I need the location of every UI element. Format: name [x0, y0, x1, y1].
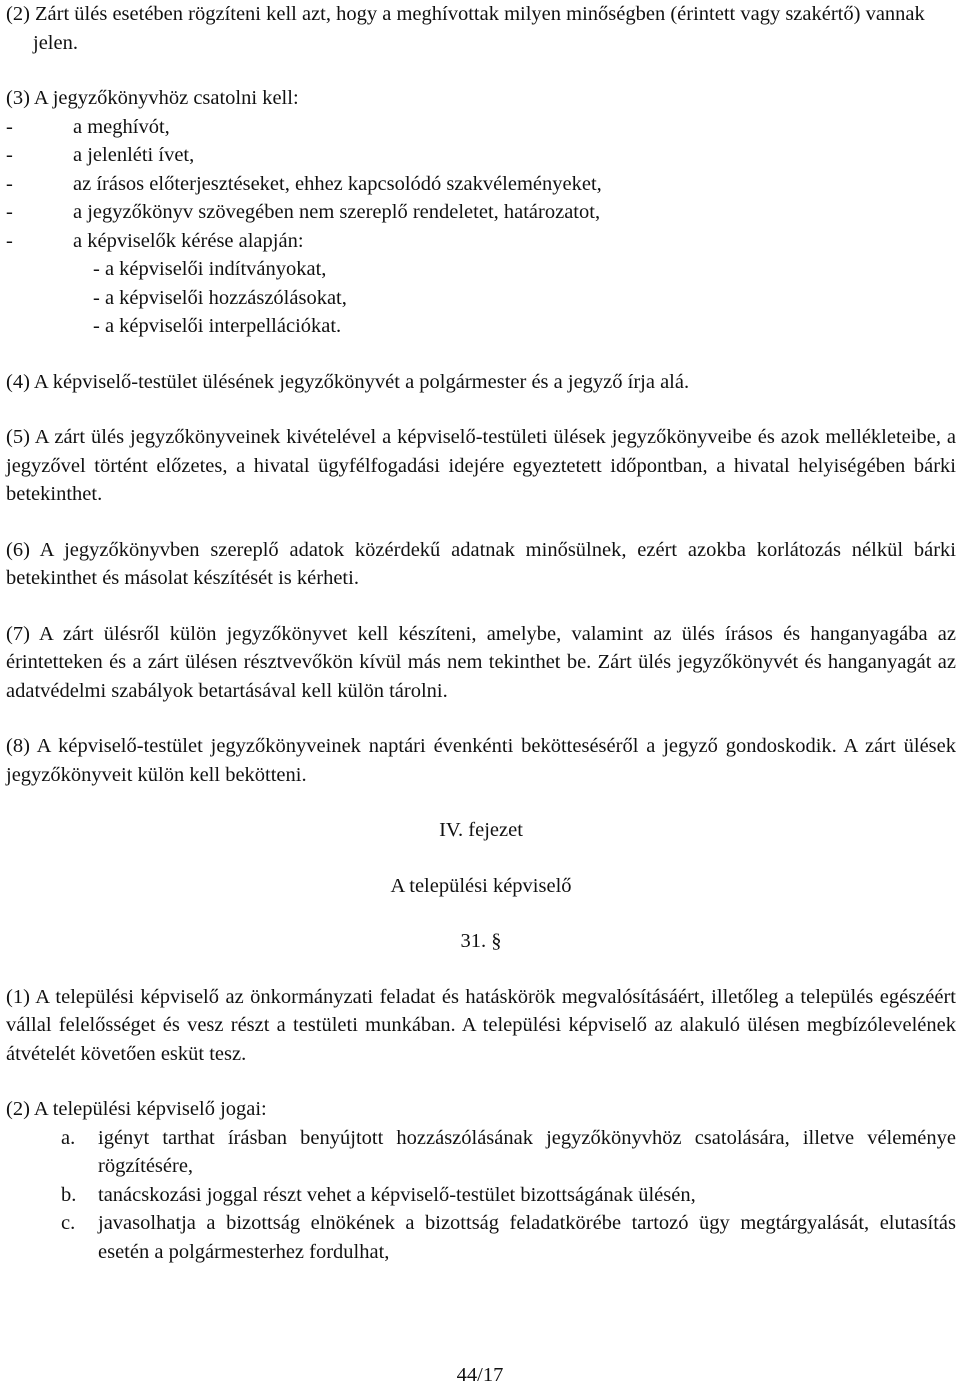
list-dash: -	[6, 172, 13, 195]
spacer	[6, 845, 956, 872]
spacer	[6, 789, 956, 816]
spacer	[6, 341, 956, 368]
spacer	[6, 57, 956, 84]
rights-item-marker: c.	[61, 1212, 76, 1234]
paragraph-3-intro: (3) A jegyzőkönyvhöz csatolni kell:	[6, 87, 299, 109]
page-number: 44/17	[456, 1364, 504, 1386]
section-number: 31. §	[460, 930, 502, 952]
spacer	[6, 1068, 956, 1095]
list-item: - a képviselők kérése alapján:	[6, 227, 956, 256]
section-paragraph-2-intro: (2) A települési képviselő jogai:	[6, 1098, 267, 1120]
list-dash: -	[6, 229, 13, 252]
list-item: - a jelenléti ívet,	[6, 141, 956, 170]
list-dash: -	[6, 144, 13, 166]
rights-list	[6, 1124, 956, 1267]
spacer	[6, 705, 956, 732]
list-item: - a jegyzőkönyv szövegében nem szereplő rendeletet, határozatot,	[6, 198, 956, 227]
list-dash: -	[6, 115, 13, 138]
sublist-item: - a képviselői interpellációkat.	[93, 315, 342, 337]
chapter-heading: IV. fejezet	[439, 819, 523, 841]
spacer	[6, 900, 956, 927]
paragraph-2: (2) Zárt ülés esetében rögzíteni kell azt, hogy a meghívottak milyen minőségben (érintett vagy szakértő) vannak jelen.	[6, 3, 925, 54]
document-page	[6, 0, 956, 1266]
paragraph-8: (8) A képviselő-testület jegyzőkönyveinek naptári évenkénti bekötteséséről a jegyző gondoskodik. A zárt ülések jegyzőkönyveit külön kell bekötteni.	[6, 735, 956, 786]
spacer	[6, 593, 956, 620]
chapter-title: A települési képviselő	[390, 874, 572, 897]
section-paragraph-1: (1) A települési képviselő az önkormányzati feladat és hatáskörök megvalósításáért, illetőleg a település egészéért vállal felelősséget és vesz részt a testületi munkában. A települési képviselő az alakuló ülésen megbízólevelének átvételét követően esküt tesz.	[6, 985, 956, 1065]
rights-item: b. tanácskozási joggal részt vehet a képviselő-testület bizottságának ülésén,	[6, 1181, 956, 1210]
spacer	[6, 396, 956, 423]
list-item: - a meghívót,	[6, 113, 956, 142]
list-dash: -	[6, 201, 13, 223]
paragraph-5: (5) A zárt ülés jegyzőkönyveinek kivételével a képviselő-testületi ülések jegyzőkönyveibe és azok mellékleteibe, a jegyzővel történt előzetes, a hivatal ügyfélfogadási idejére egyeztetett időpontban, a hivatal helyiségében bárki betekinthet.	[6, 426, 956, 505]
paragraph-6: (6) A jegyzőkönyvben szereplő adatok közérdekű adatnak minősülnek, ezért azokba korlátozás nélkül bárki betekinthet és másolat készítését is kérheti.	[6, 538, 956, 589]
spacer	[6, 956, 956, 983]
list-item: - az írásos előterjesztéseket, ehhez kapcsolódó szakvéleményeket,	[6, 170, 956, 199]
sublist-item: - a képviselői indítványokat,	[93, 258, 327, 280]
representative-sublist	[6, 255, 956, 341]
paragraph-4: (4) A képviselő-testület ülésének jegyzőkönyvét a polgármester és a jegyző írja alá.	[6, 370, 690, 393]
paragraph-7: (7) A zárt ülésről külön jegyzőkönyvet kell készíteni, amelybe, valamint az ülés írásos és hanganyagába az érintetteken és a zárt ülésen résztvevőkön kívül más nem tekinthet be. Zárt ülés jegyzőkönyvét és hanganyagát az adatvédelmi szabályok betartásával kell külön tárolni.	[6, 622, 956, 702]
sublist-item: - a képviselői hozzászólásokat,	[93, 286, 347, 309]
attachment-list	[6, 113, 956, 256]
rights-item-marker: a.	[61, 1126, 76, 1149]
rights-item-marker: b.	[61, 1183, 77, 1206]
spacer	[6, 509, 956, 536]
rights-item: c. javasolhatja a bizottság elnökének a bizottság feladatkörébe tartozó ügy megtárgyalását, elutasítás esetén a polgármesterhez fordulhat,	[6, 1209, 956, 1266]
rights-item: a. igényt tarthat írásban benyújtott hozzászólásának jegyzőkönyvhöz csatolására, illetve véleménye rögzítésére,	[6, 1124, 956, 1181]
